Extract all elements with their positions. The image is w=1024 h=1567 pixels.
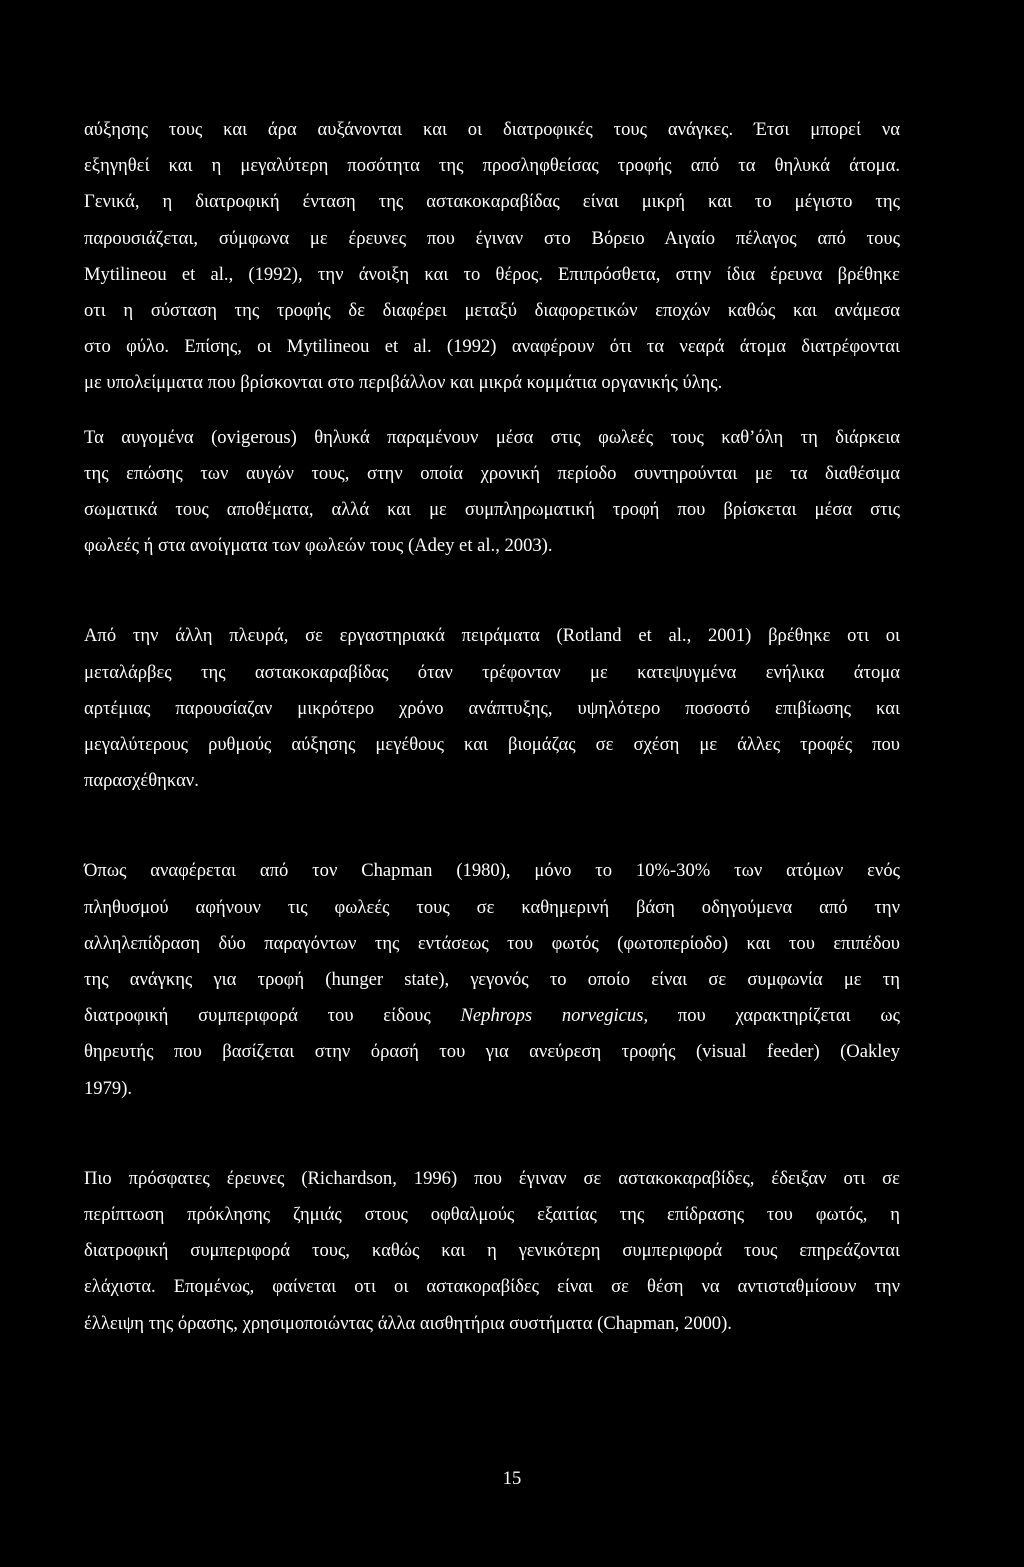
text-line: Όπως αναφέρεται από τον Chapman (1980), μόνο το 10%-30% των ατόμων ενός xyxy=(84,860,900,882)
text-line: παρασχέθηκαν. xyxy=(84,770,199,792)
paragraph-3 xyxy=(84,618,900,799)
text-line: της ανάγκης για τροφή (hunger state), γεγονός το οποίο είναι σε συμφωνία με τη xyxy=(84,969,900,991)
paragraph-4 xyxy=(84,853,900,1106)
text-line: Mytilineou et al., (1992), την άνοιξη και το θέρος. Επιπρόσθετα, στην ίδια έρευνα βρέθηκε xyxy=(84,263,900,285)
text-line: 1979). xyxy=(84,1077,133,1099)
text-line-species xyxy=(84,998,900,1034)
text-line: εξηγηθεί και η μεγαλύτερη ποσότητα της προσληφθείσας τροφής από τα θηλυκά άτομα. xyxy=(84,155,900,177)
document-body xyxy=(84,112,900,1342)
text-line-species-tail: , που χαρακτηρίζεται ως xyxy=(643,1005,900,1027)
text-line: Τα αυγομένα (ovigerous) θηλυκά παραμένουν μέσα στις φωλεές τους καθ’όλη τη διάρκεια xyxy=(84,426,900,448)
text-line: θηρευτής που βασίζεται στην όρασή του για ανεύρεση τροφής (visual feeder) (Oakley xyxy=(84,1041,900,1063)
text-line: πληθυσμού αφήνουν τις φωλεές τους σε καθημερινή βάση οδηγούμενα από την xyxy=(84,896,900,918)
text-line: αλληλεπίδραση δύο παραγόντων της εντάσεως του φωτός (φωτοπερίοδο) και του επιπέδου xyxy=(84,932,900,954)
text-line: διατροφική συμπεριφορά τους, καθώς και η γενικότερη συμπεριφορά τους επηρεάζονται xyxy=(84,1240,900,1262)
text-line: αρτέμιας παρουσίαζαν μικρότερο χρόνο ανάπτυξης, υψηλότερο ποσοστό επιβίωσης και xyxy=(84,697,900,719)
text-line: έλλειψη της όρασης, χρησιμοποιώντας άλλα αισθητήρια συστήματα (Chapman, 2000). xyxy=(84,1312,732,1334)
text-line: αύξησης τους και άρα αυξάνονται και οι διατροφικές τους ανάγκες. Έτσι μπορεί να xyxy=(84,119,900,140)
text-line: παρουσιάζεται, σύμφωνα με έρευνες που έγιναν στο Βόρειο Αιγαίο πέλαγος από τους xyxy=(84,227,900,249)
text-line: με υπολείμματα που βρίσκονται στο περιβάλλον και μικρά κομμάτια οργανικής ύλης. xyxy=(84,372,723,394)
text-line: σωματικά τους αποθέματα, αλλά και με συμπληρωματική τροφή που βρίσκεται μέσα στις xyxy=(84,499,900,521)
page-number: 15 xyxy=(502,1468,522,1489)
text-line: στο φύλο. Επίσης, οι Mytilineou et al. (1992) αναφέρουν ότι τα νεαρά άτομα διατρέφονται xyxy=(84,336,900,358)
text-line: Πιο πρόσφατες έρευνες (Richardson, 1996) που έγιναν σε αστακοκαραβίδες, έδειξαν οτι σε xyxy=(84,1167,900,1189)
species-name: Nephrops norvegicus xyxy=(460,1005,644,1027)
paragraph-2 xyxy=(84,420,900,565)
text-line-species-lead: διατροφική συμπεριφορά του είδους xyxy=(84,1005,461,1027)
text-line: περίπτωση πρόκλησης ζημιάς στους οφθαλμούς εξαιτίας της επίδρασης του φωτός, η xyxy=(84,1204,900,1226)
text-line: Από την άλλη πλευρά, σε εργαστηριακά πειράματα (Rotland et al., 2001) βρέθηκε οτι οι xyxy=(84,625,900,647)
text-line: οτι η σύσταση της τροφής δε διαφέρει μεταξύ διαφορετικών εποχών καθώς και ανάμεσα xyxy=(84,300,900,322)
text-line: Γενικά, η διατροφική ένταση της αστακοκαραβίδας είναι μικρή και το μέγιστο της xyxy=(84,191,900,213)
text-line: ελάχιστα. Επομένως, φαίνεται οτι οι αστακοραβίδες είναι σε θέση να αντισταθμίσουν την xyxy=(84,1276,900,1298)
text-line: μεγαλύτερους ρυθμούς αύξησης μεγέθους και βιομάζας σε σχέση με άλλες τροφές που xyxy=(84,734,900,756)
text-line: της επώσης των αυγών τους, στην οποία χρονική περίοδο συντηρούνται με τα διαθέσιμα xyxy=(84,462,900,484)
text-line: μεταλάρβες της αστακοκαραβίδας όταν τρέφονταν με κατεψυγμένα ενήλικα άτομα xyxy=(84,661,900,683)
paragraph-1 xyxy=(84,112,900,402)
paragraph-5 xyxy=(84,1161,900,1342)
text-line: φωλεές ή στα ανοίγματα των φωλεών τους (Adey et al., 2003). xyxy=(84,535,553,557)
